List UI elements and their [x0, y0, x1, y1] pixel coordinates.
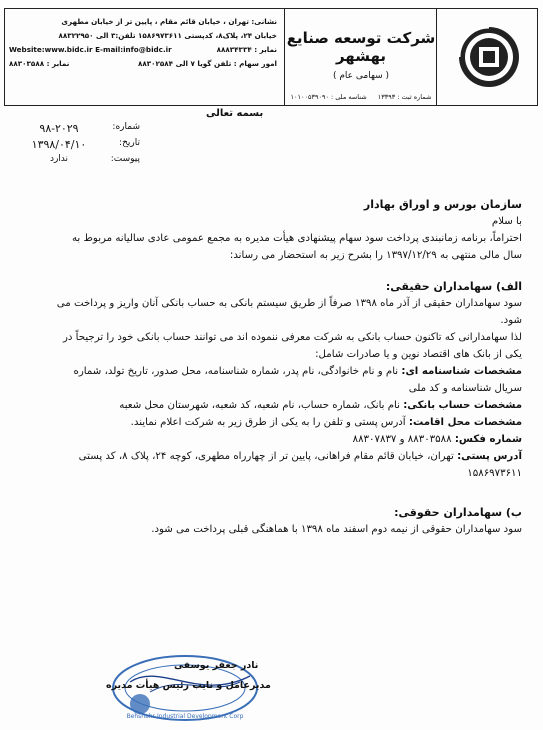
- basmala: بسمه تعالی: [206, 108, 264, 119]
- logo-cell: [436, 9, 537, 105]
- letter-meta: [22, 122, 140, 170]
- shareholders-phone: امور سهام : تلفن گویا ۷ الی ۸۸۳۰۲۵۸۴: [137, 59, 277, 68]
- fax-details-label: شماره فکس:: [454, 434, 522, 445]
- postal-details: [56, 448, 522, 482]
- date-value: ۱۳۹۸/۰۴/۱۰: [31, 138, 87, 151]
- stamp-text: Behshahr Industrial Development Corp: [126, 713, 244, 720]
- number-label: شماره:: [112, 122, 140, 132]
- section-a-paragraph-1: سود سهامداران حقیقی از آذر ماه ۱۳۹۸ صرفاً از طریق سیستم بانکی به حساب بانکی آنان واریز و پرداخت می شود.: [56, 298, 522, 326]
- address-line-2: خیابان ۲۴، پلاک۸، کدپستی ۱۵۸۶۹۷۳۶۱۱ تلفن:۳ الی ۸۸۳۲۲۹۵۰: [58, 31, 277, 40]
- intro-paragraph: احتراماً، برنامه زمانبندی پرداخت سود سهام پیشنهادی هیأت مدیره به مجمع عمومی عادی سالیانه مربوط به سال مالی منتهی به ۱۳۹۷/۱۲/۲۹ را بشرح زیر به استحضار می رساند:: [71, 233, 522, 261]
- bank-details: [56, 397, 522, 414]
- greeting: با سلام: [491, 216, 522, 227]
- fax-number: نمابر : ۸۸۸۳۴۳۳۴: [216, 45, 277, 54]
- letterhead: [4, 8, 538, 106]
- fax-details-text: ۸۸۳۰۳۵۸۸ و ۸۸۳۰۷۸۳۷: [352, 434, 455, 445]
- residence-details: [56, 414, 522, 431]
- signatory-title: مدیرعامل و نایب رئیس هیأت مدیره: [106, 680, 271, 691]
- contact-info: [5, 9, 283, 105]
- company-type: ( سهامی عام ): [332, 71, 390, 81]
- bank-details-text: نام بانک، شماره حساب، نام شعبه، کد شعبه، شهرستان محل شعبه: [119, 400, 404, 411]
- postal-details-label: آدرس پستی:: [457, 451, 522, 462]
- national-id: شناسه ملی : ۱۰۱۰۰۵۳۹۰۹۰: [290, 93, 367, 101]
- postal-details-text: تهران، خیابان قائم مقام فراهانی، پایین تر از چهارراه مطهری، کوچه ۲۴، پلاک ۸، کد پستی ۱۵۸۶۹۷۳۶۱۱: [78, 451, 522, 479]
- letter-body: [56, 196, 522, 538]
- website-email: Website:www.bidc.ir E-mail:info@bidc.ir: [9, 45, 172, 54]
- address-line-1: نشانی: تهران ، خیابان قائم مقام ، پایین تر از خیابان مطهری: [61, 17, 277, 26]
- section-a-title: الف) سهامداران حقیقی:: [385, 280, 522, 293]
- attachment-value: ندارد: [49, 154, 69, 164]
- signatory-name: نادر جعفر یوسفی: [174, 660, 259, 671]
- section-a-paragraph-2: لذا سهامدارانی که تاکنون حساب بانکی به شرکت معرفی ننموده اند می توانند حساب بانکی خود را ترجیحاً در یکی از بانک های اقتصاد نوین و یا صادرات شامل:: [62, 332, 522, 360]
- company-name-cell: [284, 9, 437, 105]
- date-label: تاریخ:: [119, 138, 140, 148]
- bank-details-label: مشخصات حساب بانکی:: [403, 400, 522, 411]
- fax-details: [56, 431, 522, 448]
- signature-block: [98, 636, 298, 730]
- attachment-label: پیوست:: [110, 154, 140, 164]
- id-details-label: مشخصات شناسنامه ای:: [401, 366, 522, 377]
- recipient: سازمان بورس و اوراق بهادار: [363, 198, 522, 211]
- company-logo-icon: [457, 25, 521, 89]
- number-value: ۹۸-۲۰۲۹: [39, 122, 79, 135]
- residence-details-text: آدرس پستی و تلفن را به یکی از طرق زیر به شرکت اعلام نمایند.: [130, 417, 409, 428]
- id-details: [56, 363, 522, 397]
- registration-number: شماره ثبت : ۱۳۳۹۳: [377, 93, 432, 101]
- residence-details-label: مشخصات محل اقامت:: [408, 417, 522, 428]
- section-b-paragraph: سود سهامداران حقوقی از نیمه دوم اسفند ماه ۱۳۹۸ با هماهنگی قبلی پرداخت می شود.: [151, 524, 522, 535]
- id-details-text: نام و نام خانوادگی، نام پدر، شماره شناسنامه، محل صدور، تاریخ تولد، شماره سریال شناسنامه و کد ملی: [73, 366, 522, 394]
- section-b-title: ب) سهامداران حقوقی:: [394, 506, 522, 519]
- shareholders-fax: نمابر : ۸۸۳۰۳۵۸۸: [9, 59, 70, 68]
- company-name: شرکت توسعه صنایع بهشهر: [286, 29, 436, 65]
